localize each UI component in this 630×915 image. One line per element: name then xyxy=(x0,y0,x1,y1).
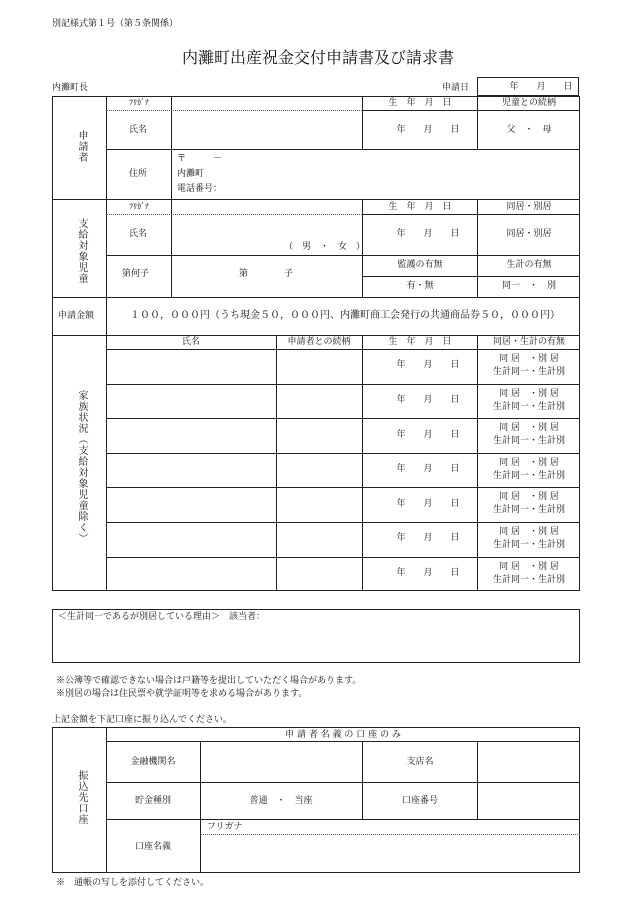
family-cohab-value[interactable]: 同 居 ・別 居 xyxy=(499,492,559,503)
applicant-name-field[interactable] xyxy=(172,111,361,148)
amount-value: １００，０００円（うち現金５０，０００円、内灘町商工会発行の共通商品券５０，０００円） xyxy=(130,310,560,321)
family-livelihood-value[interactable]: 生計同一・生計別 xyxy=(492,367,566,377)
applicant-furigana-label: ﾌﾘｶﾞﾅ xyxy=(129,98,149,107)
applicant-relationship-header: 児童との続柄 xyxy=(501,98,557,108)
family-birth-value[interactable]: 年 月 日 xyxy=(396,360,460,371)
applicant-section-label: 申請者 xyxy=(76,130,87,163)
child-cohab-value[interactable]: 同居・別居 xyxy=(506,229,552,239)
family-name-field[interactable] xyxy=(107,523,275,556)
account-holder-field[interactable] xyxy=(201,836,579,872)
family-cohab-value[interactable]: 同 居 ・別 居 xyxy=(499,423,559,434)
applicant-town: 内灘町 xyxy=(177,169,205,179)
family-name-field[interactable] xyxy=(107,488,275,521)
custody-header: 監護の有無 xyxy=(397,260,443,270)
family-livelihood-value[interactable]: 生計同一・生計別 xyxy=(492,470,566,481)
account-number-field[interactable] xyxy=(478,783,579,818)
family-cohab-value[interactable]: 同 居 ・別 居 xyxy=(499,561,559,572)
family-relationship-field[interactable] xyxy=(277,454,361,487)
applicant-furigana-field[interactable] xyxy=(172,97,361,109)
addressee: 内灘町長 xyxy=(52,83,89,93)
family-birth-value[interactable]: 年 月 日 xyxy=(396,394,460,405)
livelihood-value[interactable]: 同一 ・ 別 xyxy=(501,281,557,291)
family-cohab-value[interactable]: 同 居 ・別 居 xyxy=(499,457,559,468)
form-number: 別記様式第１号（第５条関係） xyxy=(52,19,179,29)
family-birth-value[interactable]: 年 月 日 xyxy=(396,429,460,440)
account-number-label: 口座番号 xyxy=(401,796,439,806)
note-1: ※公簿等で確認できない場合は戸籍等を提出していただく場合があります。 xyxy=(56,676,362,686)
applicant-relationship-value[interactable]: 父 ・ 母 xyxy=(506,125,552,135)
family-livelihood-value[interactable]: 生計同一・生計別 xyxy=(492,505,566,516)
bank-header: 申 請 者 名 義 の 口 座 の み xyxy=(285,730,401,740)
branch-field[interactable] xyxy=(478,742,579,781)
child-furigana-field[interactable] xyxy=(172,200,361,213)
family-cohab-value[interactable]: 同 居 ・別 居 xyxy=(499,354,559,364)
bank-section-label: 振込先口座 xyxy=(76,770,87,825)
applicant-phone-label: 電話番号： xyxy=(177,184,223,194)
family-cohab-value[interactable]: 同 居 ・別 居 xyxy=(499,388,559,399)
applicant-address-field[interactable] xyxy=(230,151,578,197)
applicant-address-label: 住所 xyxy=(129,169,148,179)
family-header-name: 氏名 xyxy=(181,337,201,347)
child-cohab-header: 同居・別居 xyxy=(506,202,552,212)
family-header-cohab: 同居・生計の有無 xyxy=(492,337,566,347)
child-furigana-label: ﾌﾘｶﾞﾅ xyxy=(129,202,149,211)
custody-value[interactable]: 有・無 xyxy=(406,281,434,291)
family-birth-value[interactable]: 年 月 日 xyxy=(396,498,460,509)
child-birth-header: 生 年 月 日 xyxy=(388,202,452,212)
family-livelihood-value[interactable]: 生計同一・生計別 xyxy=(492,574,566,585)
holder-furigana-label: フリガナ xyxy=(207,822,243,832)
family-livelihood-value[interactable]: 生計同一・生計別 xyxy=(492,436,566,447)
family-name-field[interactable] xyxy=(107,454,275,487)
family-birth-value[interactable]: 年 月 日 xyxy=(396,464,460,475)
account-type-label: 貯金種別 xyxy=(134,796,172,806)
family-name-field[interactable] xyxy=(107,558,275,591)
child-order-label: 第何子 xyxy=(122,269,150,279)
note-2: ※別居の場合は住民票や就学証明等を求める場合があります。 xyxy=(56,689,308,699)
child-sex-options[interactable]: （ 男 ・ 女 ） xyxy=(284,242,366,252)
child-birth-value[interactable]: 年 月 日 xyxy=(396,229,460,239)
account-type-value[interactable]: 普通 ・ 当座 xyxy=(249,796,313,806)
family-relationship-field[interactable] xyxy=(277,350,361,383)
family-livelihood-value[interactable]: 生計同一・生計別 xyxy=(492,401,566,412)
child-order-value[interactable]: 第 子 xyxy=(239,269,294,279)
family-livelihood-value[interactable]: 生計同一・生計別 xyxy=(492,540,566,550)
applicant-birth-value[interactable]: 年 月 日 xyxy=(396,125,460,135)
amount-label: 申請金額 xyxy=(58,311,95,321)
reason-box-label: ＜生計同一であるが別居している理由＞ 該当者： xyxy=(58,612,266,622)
family-relationship-field[interactable] xyxy=(277,488,361,521)
applicant-birth-header: 生 年 月 日 xyxy=(388,98,452,108)
family-name-field[interactable] xyxy=(107,385,275,418)
family-header-birth: 生 年 月 日 xyxy=(388,337,452,347)
institution-field[interactable] xyxy=(201,742,361,781)
family-name-field[interactable] xyxy=(107,419,275,452)
footer-note: ※ 通帳の写しを添付してください。 xyxy=(56,878,210,888)
child-name-field[interactable] xyxy=(172,216,361,240)
branch-label: 支店名 xyxy=(406,757,434,767)
bank-intro: 上記金額を下記口座に振り込んでください。 xyxy=(52,715,233,725)
institution-label: 金融機関名 xyxy=(130,757,176,767)
application-date-label: 申請日 xyxy=(442,83,470,93)
form-title: 内灘町出産祝金交付申請書及び請求書 xyxy=(181,48,455,67)
postal-code-mark: 〒 － xyxy=(177,154,223,164)
family-cohab-value[interactable]: 同 居 ・別 居 xyxy=(499,527,559,537)
family-name-field[interactable] xyxy=(107,350,275,383)
application-date-value: 年 月 日 xyxy=(509,82,573,92)
applicant-name-label: 氏名 xyxy=(129,125,148,135)
account-holder-label: 口座名義 xyxy=(134,842,172,852)
family-header-relationship: 申請者との続柄 xyxy=(287,337,351,347)
family-relationship-field[interactable] xyxy=(277,558,361,591)
family-relationship-field[interactable] xyxy=(277,419,361,452)
child-section-label: 支給対象児童 xyxy=(76,218,87,284)
livelihood-header: 生計の有無 xyxy=(506,260,552,270)
family-birth-value[interactable]: 年 月 日 xyxy=(396,533,460,544)
family-birth-value[interactable]: 年 月 日 xyxy=(396,567,460,578)
child-name-label: 氏名 xyxy=(129,229,148,239)
family-relationship-field[interactable] xyxy=(277,385,361,418)
family-section-label: 家族状況（支給対象児童除く） xyxy=(76,390,87,544)
family-relationship-field[interactable] xyxy=(277,523,361,556)
